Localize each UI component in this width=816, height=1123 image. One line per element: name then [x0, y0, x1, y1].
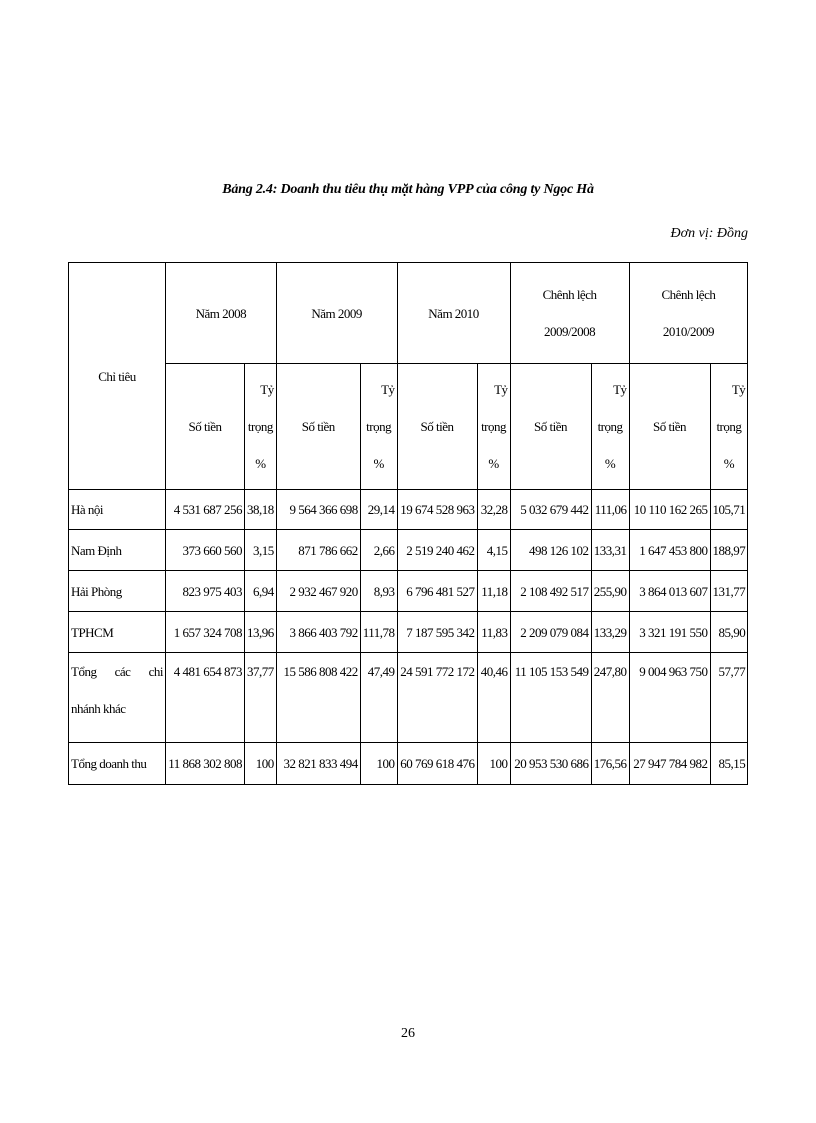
cell-value: 60 769 618 476 [397, 743, 477, 785]
cell-value: 4 531 687 256 [166, 490, 245, 530]
header-so-tien: Số tiền [397, 364, 477, 490]
cell-value: 2 209 079 084 [510, 612, 591, 653]
cell-value: 823 975 403 [166, 571, 245, 612]
header-nam-2009: Năm 2009 [276, 263, 397, 364]
row-label: Hải Phòng [69, 571, 166, 612]
header-ty-trong: Tỷ trọng % [710, 364, 748, 490]
cell-value: 1 657 324 708 [166, 612, 245, 653]
cell-value: 13,96 [245, 612, 277, 653]
cell-value: 188,97 [710, 530, 748, 571]
cell-value: 111,06 [591, 490, 629, 530]
cell-value: 3 864 013 607 [629, 571, 710, 612]
cell-value: 4 481 654 873 [166, 653, 245, 743]
header-so-tien: Số tiền [629, 364, 710, 490]
cell-value: 11 868 302 808 [166, 743, 245, 785]
header-so-tien: Số tiền [276, 364, 360, 490]
cell-value: 15 586 808 422 [276, 653, 360, 743]
cell-value: 3 866 403 792 [276, 612, 360, 653]
cell-value: 11 105 153 549 [510, 653, 591, 743]
table-row [69, 612, 748, 653]
cell-value: 255,90 [591, 571, 629, 612]
cell-value: 4,15 [477, 530, 510, 571]
cell-value: 29,14 [360, 490, 397, 530]
header-chenh-lech-2009-2008: Chênh lệch 2009/2008 [510, 263, 629, 364]
row-label: Nam Định [69, 530, 166, 571]
cell-value: 2 108 492 517 [510, 571, 591, 612]
cell-value: 85,90 [710, 612, 748, 653]
cell-value: 38,18 [245, 490, 277, 530]
cell-value: 11,18 [477, 571, 510, 612]
cell-value: 11,83 [477, 612, 510, 653]
cell-value: 8,93 [360, 571, 397, 612]
cell-value: 47,49 [360, 653, 397, 743]
cell-value: 9 004 963 750 [629, 653, 710, 743]
row-label: Hà nội [69, 490, 166, 530]
row-label: TPHCM [69, 612, 166, 653]
cell-value: 373 660 560 [166, 530, 245, 571]
cell-value: 498 126 102 [510, 530, 591, 571]
header-so-tien: Số tiền [510, 364, 591, 490]
cell-value: 32 821 833 494 [276, 743, 360, 785]
cell-value: 1 647 453 800 [629, 530, 710, 571]
unit-label: Đơn vị: Đồng [670, 226, 748, 241]
header-ty-trong: Tỷ trọng % [477, 364, 510, 490]
cell-value: 9 564 366 698 [276, 490, 360, 530]
cell-value: 57,77 [710, 653, 748, 743]
row-label: Tổng các chi nhánh khác [69, 653, 166, 743]
revenue-table [68, 262, 748, 785]
cell-value: 2 932 467 920 [276, 571, 360, 612]
cell-value: 2 519 240 462 [397, 530, 477, 571]
header-chenh-lech-2010-2009: Chênh lệch 2010/2009 [629, 263, 748, 364]
table-row [69, 743, 748, 785]
cell-value: 176,56 [591, 743, 629, 785]
header-ty-trong: Tỷ trọng % [591, 364, 629, 490]
header-nam-2010: Năm 2010 [397, 263, 510, 364]
cell-value: 131,77 [710, 571, 748, 612]
cell-value: 2,66 [360, 530, 397, 571]
cell-value: 100 [360, 743, 397, 785]
header-ty-trong: Tỷ trọng % [245, 364, 277, 490]
cell-value: 27 947 784 982 [629, 743, 710, 785]
header-chi-tieu: Chỉ tiêu [69, 263, 166, 490]
cell-value: 19 674 528 963 [397, 490, 477, 530]
cell-value: 871 786 662 [276, 530, 360, 571]
cell-value: 37,77 [245, 653, 277, 743]
cell-value: 111,78 [360, 612, 397, 653]
cell-value: 6,94 [245, 571, 277, 612]
table-row [69, 490, 748, 530]
table-row [69, 653, 748, 743]
header-ty-trong: Tỷ trọng % [360, 364, 397, 490]
cell-value: 7 187 595 342 [397, 612, 477, 653]
cell-value: 105,71 [710, 490, 748, 530]
cell-value: 133,29 [591, 612, 629, 653]
header-nam-2008: Năm 2008 [166, 263, 277, 364]
cell-value: 24 591 772 172 [397, 653, 477, 743]
cell-value: 5 032 679 442 [510, 490, 591, 530]
cell-value: 32,28 [477, 490, 510, 530]
cell-value: 100 [245, 743, 277, 785]
cell-value: 40,46 [477, 653, 510, 743]
header-so-tien: Số tiền [166, 364, 245, 490]
table-row [69, 530, 748, 571]
cell-value: 247,80 [591, 653, 629, 743]
row-label: Tổng doanh thu [69, 743, 166, 785]
cell-value: 100 [477, 743, 510, 785]
table-row [69, 571, 748, 612]
cell-value: 133,31 [591, 530, 629, 571]
table-caption: Bảng 2.4: Doanh thu tiêu thụ mặt hàng VPP của công ty Ngọc Hà [222, 182, 594, 197]
cell-value: 3 321 191 550 [629, 612, 710, 653]
cell-value: 10 110 162 265 [629, 490, 710, 530]
cell-value: 85,15 [710, 743, 748, 785]
cell-value: 20 953 530 686 [510, 743, 591, 785]
cell-value: 3,15 [245, 530, 277, 571]
cell-value: 6 796 481 527 [397, 571, 477, 612]
page-number: 26 [401, 1026, 415, 1041]
